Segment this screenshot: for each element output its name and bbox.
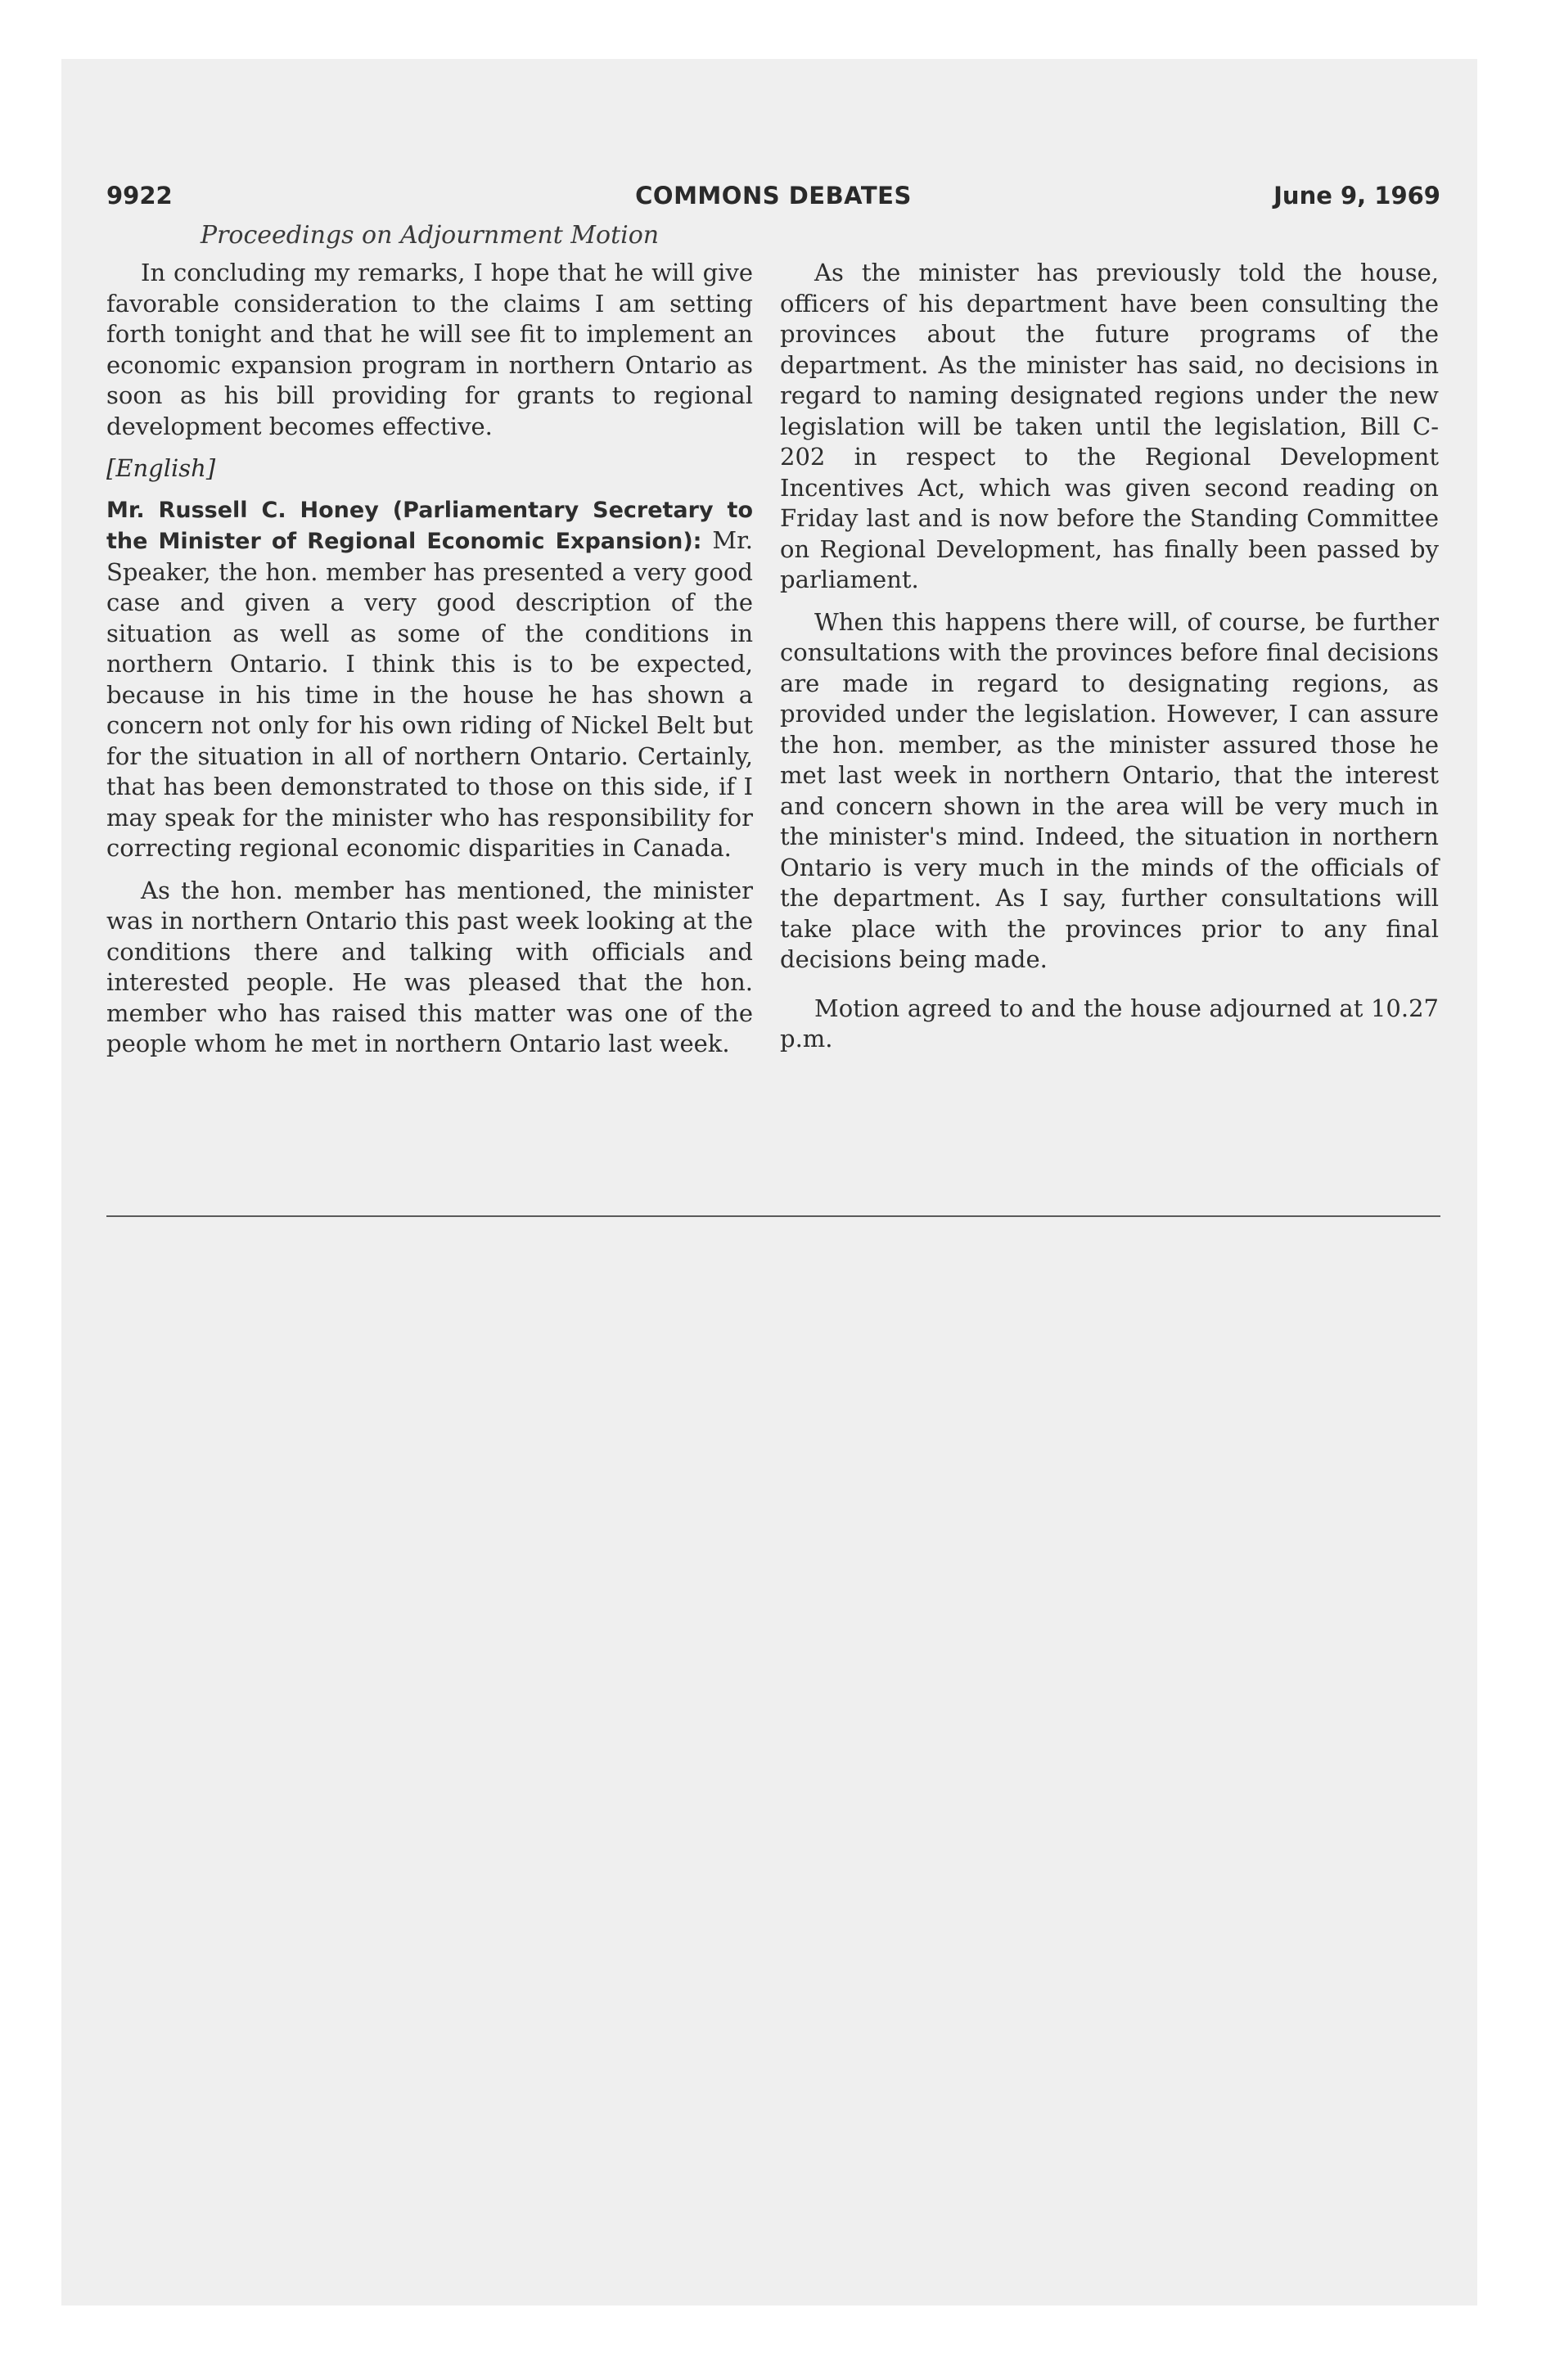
publication-date: June 9, 1969 — [1273, 182, 1440, 210]
page-header — [106, 182, 1440, 218]
paragraph: As the minister has previously told the house, officers of his department have been consulting the provinces about the future programs of the department. As the minister has said, no decisions in regard to naming designated regions under the new legislation will be taken until the legislation, Bill C-202 in respect to the Regional Development Incentives Act, which was given second reading on Friday last and is now before the Standing Committee on Regional Development, has finally been passed by parliament. — [780, 259, 1439, 593]
publication-title: COMMONS DEBATES — [635, 182, 912, 210]
closing-paragraph: Motion agreed to and the house adjourned at 10.27 p.m. — [780, 994, 1439, 1053]
section-divider — [106, 1215, 1440, 1217]
paragraph: In concluding my remarks, I hope that he will give favorable consideration to the claims I am setting forth tonight and that he will see fit to implement an economic expansion program in northern Ontario as soon as his bill providing for grants to regional development becomes effective. — [106, 259, 753, 440]
section-subheader: Proceedings on Adjournment Motion — [200, 221, 660, 250]
page-number: 9922 — [106, 182, 173, 210]
paragraph: When this happens there will, of course, be further consultations with the provinces before final decisions are made in regard to designating regions, as provided under the legislation. However, I can assure the hon. member, as the minister assured those he met last week in northern Ontario, that the interest and concern shown in the area will be very much in the minister's mind. Indeed, the situation in northern Ontario is very much in the minds of the officials of the department. As I say, further consultations will take place with the provinces prior to any final decisions being made. — [780, 607, 1439, 973]
speech-paragraph — [106, 494, 753, 864]
speech-text: Mr. Speaker, the hon. member has presented a very good case and given a very good description of the situation as well as some of the conditions in northern Ontario. I think this is to be expected, because in his time in the house he has shown a concern not only for his own riding of Nickel Belt but for the situation in all of northern Ontario. Certainly, that has been demonstrated to those on this side, if I may speak for the minister who has responsibility for correcting regional economic disparities in Canada. — [106, 526, 753, 862]
speaker-name: Mr. Russell C. Honey (Parliamentary Secretary to the Minister of Regional Economic Expansion): — [106, 497, 753, 554]
right-column — [780, 258, 1439, 1066]
paragraph: As the hon. member has mentioned, the minister was in northern Ontario this past week looking at the conditions there and talking with officials and interested people. He was pleased that the hon. member who has raised this matter was one of the people whom he met in northern Ontario last week. — [106, 876, 753, 1057]
language-marker: [English] — [106, 454, 216, 482]
left-column — [106, 258, 753, 1071]
